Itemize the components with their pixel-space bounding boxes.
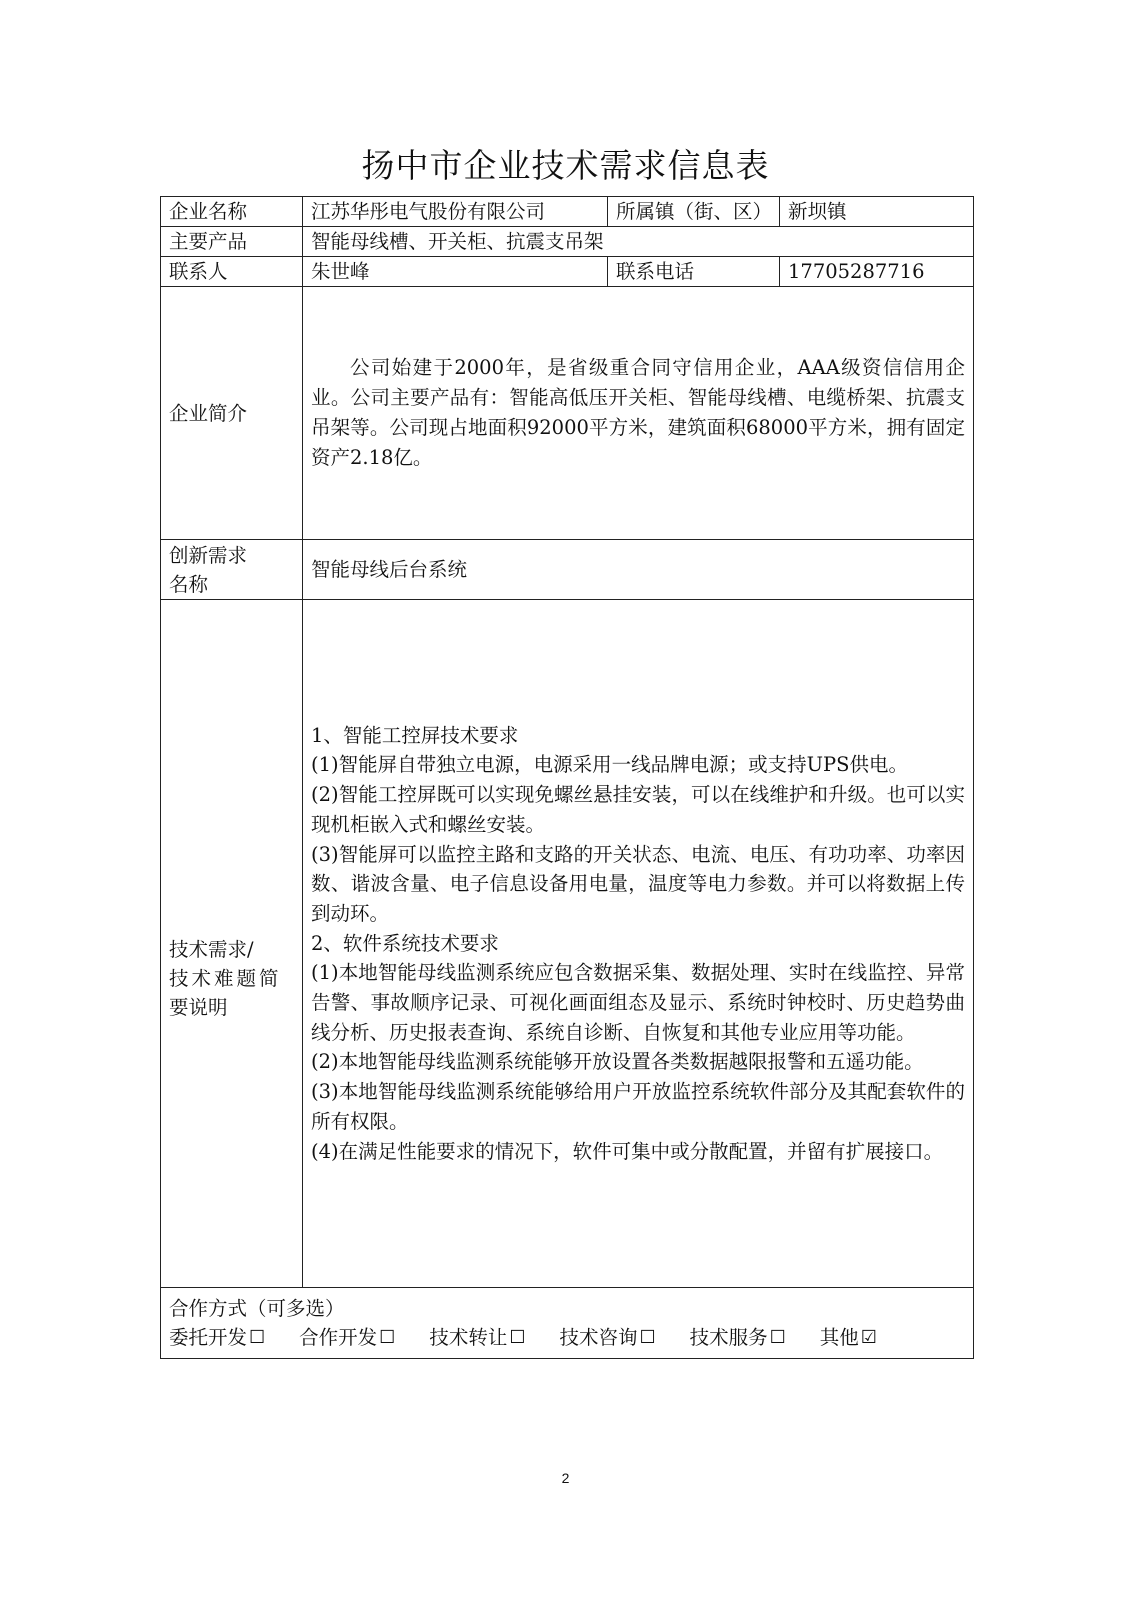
- tech-label-line2: 技术难题简: [169, 967, 282, 990]
- checkbox-icon[interactable]: ☐: [249, 1327, 266, 1348]
- cooperation-cell: [161, 1288, 974, 1359]
- tech-line: (3)本地智能母线监测系统能够给用户开放监控系统软件部分及其配套软件的所有权限。: [311, 1080, 965, 1133]
- innovation-label-line1: 创新需求: [169, 543, 248, 567]
- page-number: 2: [561, 1470, 570, 1486]
- company-name-value: 江苏华彤电气股份有限公司: [303, 197, 608, 227]
- checkbox-icon[interactable]: ☐: [639, 1327, 656, 1348]
- requirement-form-table: [160, 196, 974, 1359]
- checkbox-icon[interactable]: ☐: [509, 1327, 526, 1348]
- checkbox-icon[interactable]: ☐: [379, 1327, 396, 1348]
- contact-label: 联系人: [161, 257, 303, 287]
- products-value: 智能母线槽、开关柜、抗震支吊架: [303, 227, 974, 257]
- cooperation-options: [169, 1323, 965, 1352]
- checked-checkbox-icon[interactable]: ☑: [860, 1327, 877, 1348]
- tech-line: (1)智能屏自带独立电源，电源采用一线品牌电源；或支持UPS供电。: [311, 753, 909, 777]
- tech-line: (4)在满足性能要求的情况下，软件可集中或分散配置，并留有扩展接口。: [311, 1139, 944, 1163]
- coop-option-joint[interactable]: [299, 1323, 395, 1352]
- products-label: 主要产品: [161, 227, 303, 257]
- tech-row: [161, 600, 974, 1288]
- form-title: 扬中市企业技术需求信息表: [361, 146, 770, 185]
- coop-option-label: 委托开发: [169, 1326, 248, 1349]
- coop-option-other[interactable]: [820, 1323, 877, 1352]
- tech-line: 2、软件系统技术要求: [311, 931, 499, 955]
- phone-label: 联系电话: [608, 257, 780, 287]
- tech-line: (1)本地智能母线监测系统应包含数据采集、数据处理、实时在线监控、异常告警、事故顺序记录、可视化画面组态及显示、系统时钟校时、历史趋势曲线分析、历史报表查询、系统自诊断、自恢复和其他专业应用等功能。: [311, 961, 965, 1044]
- cooperation-row: [161, 1288, 974, 1359]
- contact-row: [161, 257, 974, 287]
- products-row: [161, 227, 974, 257]
- intro-row: [161, 287, 974, 540]
- coop-option-transfer[interactable]: [429, 1323, 525, 1352]
- tech-line: (2)智能工控屏既可以实现免螺丝悬挂安装，可以在线维护和升级。也可以实现机柜嵌入式和螺丝安装。: [311, 783, 965, 836]
- innovation-value: 智能母线后台系统: [303, 540, 974, 600]
- tech-line: 1、智能工控屏技术要求: [311, 723, 519, 747]
- innovation-row: [161, 540, 974, 600]
- town-label: 所属镇（街、区）: [608, 197, 780, 227]
- phone-value: 17705287716: [780, 257, 974, 287]
- intro-text: 公司始建于2000年，是省级重合同守信用企业，AAA级资信信用企业。公司主要产品有：智能高低压开关柜、智能母线槽、电缆桥架、抗震支吊架等。公司现占地面积92000平方米，建筑面积68000平方米，拥有固定资产2.18亿。: [311, 356, 965, 469]
- tech-description: [311, 721, 965, 1167]
- intro-label: 企业简介: [161, 287, 303, 540]
- coop-option-label: 技术服务: [689, 1326, 768, 1349]
- tech-description-cell: [303, 600, 974, 1288]
- coop-option-entrusted[interactable]: [169, 1323, 265, 1352]
- coop-option-consulting[interactable]: [559, 1323, 655, 1352]
- coop-option-label: 技术转让: [429, 1326, 508, 1349]
- intro-cell: [303, 287, 974, 540]
- tech-label-line3: 要说明: [169, 996, 228, 1019]
- tech-label-line1: 技术需求/: [169, 938, 254, 961]
- company-name-label: 企业名称: [161, 197, 303, 227]
- company-name-row: [161, 197, 974, 227]
- town-value: 新坝镇: [780, 197, 974, 227]
- contact-value: 朱世峰: [303, 257, 608, 287]
- checkbox-icon[interactable]: ☐: [769, 1327, 786, 1348]
- coop-option-label: 其他: [819, 1326, 859, 1349]
- innovation-label-cell: [161, 540, 303, 600]
- coop-option-label: 合作开发: [299, 1326, 378, 1349]
- cooperation-label: 合作方式（可多选）: [169, 1297, 345, 1320]
- innovation-label-line2: 名称: [169, 572, 209, 596]
- coop-option-service[interactable]: [690, 1323, 786, 1352]
- tech-line: (3)智能屏可以监控主路和支路的开关状态、电流、电压、有功功率、功率因数、谐波含量、电子信息设备用电量，温度等电力参数。并可以将数据上传到动环。: [311, 842, 965, 925]
- tech-label-cell: [161, 600, 303, 1288]
- tech-line: (2)本地智能母线监测系统能够开放设置各类数据越限报警和五遥功能。: [311, 1050, 924, 1074]
- coop-option-label: 技术咨询: [559, 1326, 638, 1349]
